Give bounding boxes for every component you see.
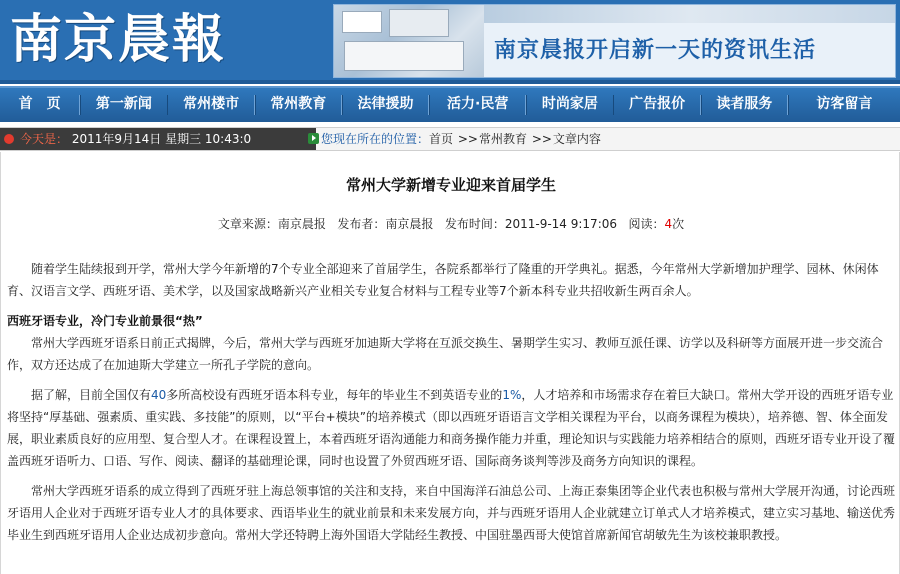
nav-item-first-news[interactable]: 第一新闻: [95, 96, 152, 112]
paragraph: [7, 384, 895, 472]
source-value: 南京晨报: [277, 217, 326, 231]
paragraph-text: ，人才培养和市场需求存在着巨大缺口。常州大学开设的西班牙语专业将坚持“厚基础、强素质、重实践、多技能”的原则，以“平台+模块”的培养模式（即以西班牙语语言文学相关课程为平台，以商务课程为模块），培养德、智、体全面发展，职业素质良好的应用型、复合型人才。在课程设置上，本着西班牙语沟通能力和商务操作能力并重，理论知识与实践能力培养相结合的原则，西班牙语专业开设了覆盖西班牙语听力、口语、写作、阅读、翻译的基础理论课，同时也设置了外贸西班牙语、国际商务谈判等涉及商务方向知识的课程。: [7, 388, 896, 468]
main-nav: [0, 86, 900, 122]
site-header: [0, 0, 900, 84]
location-label: 您现在所在的位置：: [321, 132, 430, 146]
source-label: 文章来源：: [217, 217, 278, 231]
breadcrumb-education[interactable]: 常州教育: [478, 132, 527, 146]
paragraph: 随着学生陆续报到开学，常州大学今年新增的7个专业全部迎来了首届学生，各院系都举行了隆重的开学典礼。据悉，今年常州大学新增加护理学、园林、休闲体育、汉语言文学、西班牙语、美术学，以及国家战略新兴产业相关专业复合材料与工程专业等7个新本科专业共招收新生两百余人。: [7, 262, 879, 298]
info-bar: [0, 127, 900, 151]
nav-item-home-fashion[interactable]: 时尚家居: [541, 96, 598, 112]
paragraph: 常州大学西班牙语系的成立得到了西班牙驻上海总领事馆的关注和支持，来自中国海洋石油总公司、上海正泰集团等企业代表也积极与常州大学展开沟通，讨论西班牙语用人企业对于西班牙语专业人才的具体要求、西语毕业生的就业前景和未来发展方向，并与西班牙语用人企业就建立订单式人才培养模式，建立实习基地、输送优秀毕业生到西班牙语用人企业达成初步意向。常州大学还特聘上海外国语大学陆经生教授、中国驻墨西哥大使馆首席新闻官胡敏先生为该校兼职教授。: [7, 484, 896, 542]
reads-unit: 次: [672, 217, 685, 231]
article-title: 常州大学新增专业迎来首届学生: [345, 176, 556, 194]
site-logo[interactable]: 南京晨報: [10, 9, 227, 70]
highlight-number: 40: [151, 388, 167, 402]
date-display: [0, 128, 316, 150]
breadcrumb: [308, 128, 601, 150]
breadcrumb-separator: >>: [457, 132, 478, 146]
article-body: [7, 258, 895, 554]
nav-item-legal-aid[interactable]: 法律援助: [357, 96, 414, 112]
header-banner[interactable]: [333, 4, 896, 78]
highlight-number: 1%: [502, 388, 522, 402]
section-subhead: 西班牙语专业，冷门专业前景很“热”: [7, 314, 203, 328]
paragraph-text: 多所高校设有西班牙语本科专业，每年的毕业生不到英语专业的: [166, 388, 503, 402]
time-label: 发布时间：: [444, 217, 505, 231]
nav-item-property[interactable]: 常州楼市: [183, 96, 240, 112]
clock-icon: [4, 134, 14, 144]
breadcrumb-separator: >>: [531, 132, 552, 146]
breadcrumb-home[interactable]: 首页: [429, 132, 454, 146]
breadcrumb-current: 文章内容: [552, 132, 601, 146]
nav-item-reader-service[interactable]: 读者服务: [716, 96, 773, 112]
nav-item-education[interactable]: 常州教育: [270, 96, 327, 112]
current-datetime: 2011年9月14日 星期三 10:43:0: [71, 132, 252, 146]
arrow-right-icon: [308, 133, 319, 144]
nav-item-private-business[interactable]: 活力·民营: [447, 96, 509, 112]
banner-strip: [484, 5, 896, 23]
nav-item-ad-rates[interactable]: 广告报价: [629, 96, 686, 112]
reads-label: 阅读：: [628, 217, 665, 231]
today-label: 今天是：: [20, 132, 69, 146]
banner-slogan: 南京晨报开启新一天的资讯生活: [494, 38, 817, 63]
newspaper-collage-image: [334, 5, 484, 78]
paragraph: 常州大学西班牙语系日前正式揭牌，今后，常州大学与西班牙加迪斯大学将在互派交换生、暑期学生实习、教师互派任课、访学以及科研等方面展开进一步交流合作，双方还达成了在加迪斯大学建立一所孔子学院的意向。: [7, 336, 884, 372]
paragraph-text: 据了解，目前全国仅有: [31, 388, 152, 402]
publisher-value: 南京晨报: [385, 217, 434, 231]
publisher-label: 发布者：: [337, 217, 386, 231]
time-value: 2011-9-14 9:17:06: [504, 217, 618, 231]
nav-item-home[interactable]: 首 页: [18, 96, 61, 112]
article-container: [0, 152, 900, 574]
reads-count: 4: [664, 217, 673, 231]
nav-item-guestbook[interactable]: 访客留言: [816, 96, 873, 112]
article-meta: [1, 215, 900, 232]
